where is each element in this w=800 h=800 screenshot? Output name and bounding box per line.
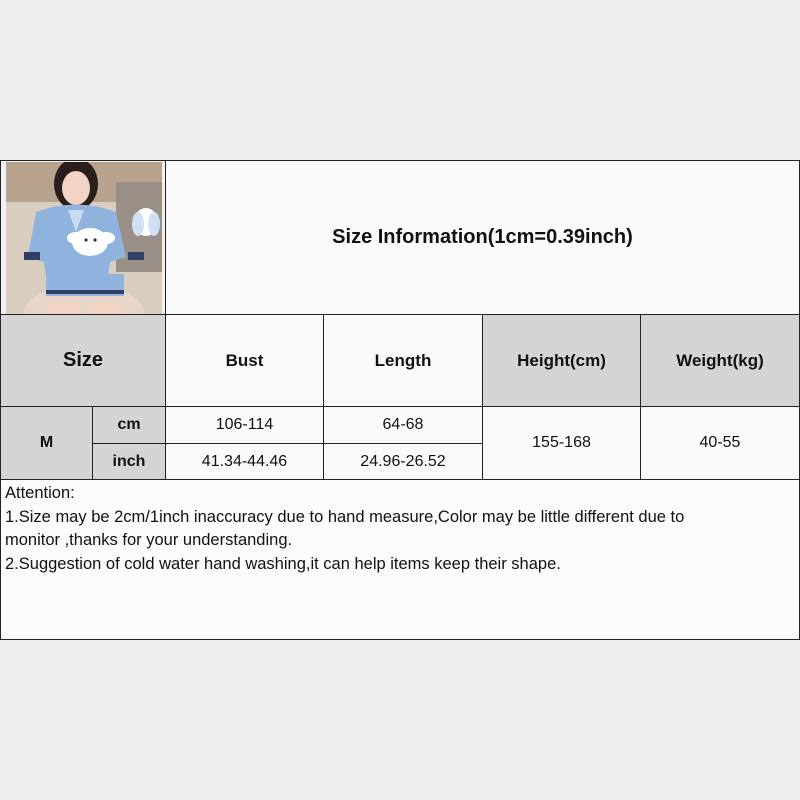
unit-cm-label: cm (117, 416, 141, 433)
table-row (165, 443, 323, 479)
weight-cell (640, 406, 799, 479)
note-line-3: 2.Suggestion of cold water hand washing,it can help items keep their shape. (5, 554, 561, 573)
table-row (323, 406, 482, 443)
table-row (165, 406, 323, 443)
note-line-1: 1.Size may be 2cm/1inch inaccuracy due to hand measure,Color may be little different due to (5, 507, 685, 526)
header-length (323, 314, 482, 406)
bust-cm-value: 106-114 (215, 416, 274, 433)
header-weight (640, 314, 799, 406)
length-cm-value: 64-68 (382, 416, 424, 433)
height-cell (482, 406, 640, 479)
height-value: 155-168 (532, 434, 591, 451)
size-chart (0, 160, 800, 640)
size-m-cell (1, 406, 92, 479)
note-line-2: monitor ,thanks for your understanding. (5, 531, 293, 549)
unit-inch-label: inch (112, 452, 146, 470)
header-size (1, 314, 165, 406)
unit-cm-cell (92, 406, 165, 443)
unit-inch-cell (92, 443, 165, 479)
header-size-label: Size (62, 349, 104, 371)
header-height (482, 314, 640, 406)
bust-inch-value: 41.34-44.46 (201, 452, 288, 470)
pajama-model-illustration (6, 162, 162, 314)
size-m-label: M (39, 434, 54, 451)
product-photo (6, 162, 162, 314)
table-row (323, 443, 482, 479)
page-title: Size Information(1cm=0.39inch) (332, 226, 633, 248)
weight-value: 40-55 (699, 434, 741, 451)
length-inch-value: 24.96-26.52 (360, 452, 446, 470)
header-length-label: Length (374, 350, 432, 370)
header-bust-label: Bust (225, 350, 264, 370)
header-height-label: Height(cm) (517, 350, 606, 370)
header-weight-label: Weight(kg) (676, 350, 764, 370)
attention-notes (1, 479, 799, 639)
header-bust (165, 314, 323, 406)
title-cell (165, 161, 799, 314)
attention-heading: Attention: (5, 484, 75, 502)
